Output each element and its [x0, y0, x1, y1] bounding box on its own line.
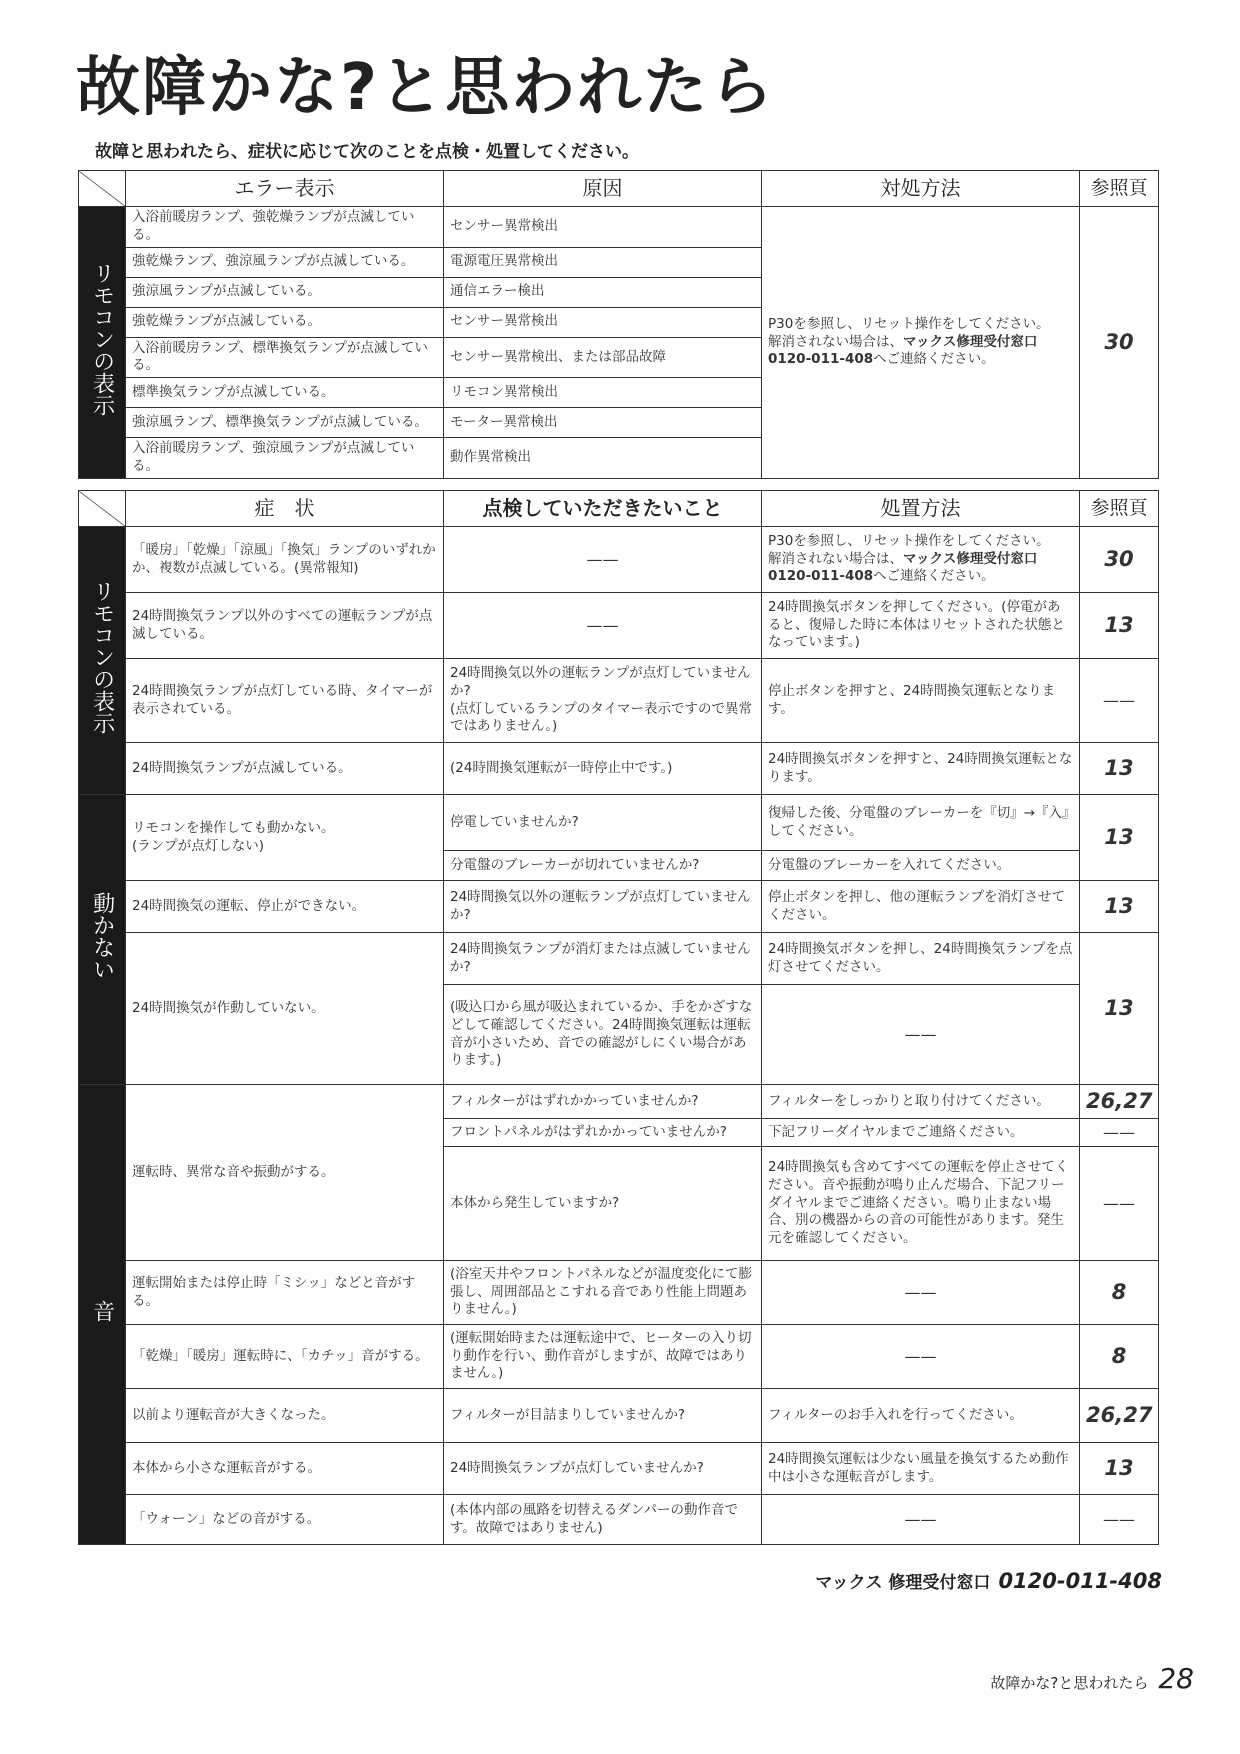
- error-cell: 標準換気ランプが点滅している。: [126, 378, 444, 408]
- error-cell: 強涼風ランプが点滅している。: [126, 277, 444, 307]
- section-label-noise: 音: [79, 1085, 126, 1545]
- page-footer: [990, 1662, 1194, 1695]
- symptom-cell: 24時間換気の運転、停止ができない。: [126, 881, 444, 933]
- check-cell: 24時間換気ランプが点灯していませんか?: [444, 1443, 762, 1495]
- check-cell: 停電していませんか?: [444, 795, 762, 851]
- ref-cell: 13: [1080, 743, 1159, 795]
- header-check: 点検していただきたいこと: [444, 491, 762, 527]
- error-cell: 強乾燥ランプ、強涼風ランプが点滅している。: [126, 247, 444, 277]
- check-cell: ——: [444, 593, 762, 659]
- error-cell: 入浴前暖房ランプ、強乾燥ランプが点滅している。: [126, 207, 444, 248]
- action-cell: ——: [762, 1495, 1080, 1545]
- action-cell: 24時間換気運転は少ない風量を換気するため動作中は小さな運転音がします。: [762, 1443, 1080, 1495]
- cause-cell: モーター異常検出: [444, 408, 762, 438]
- symptom-cell: 運転時、異常な音や振動がする。: [126, 1085, 444, 1261]
- check-cell: ——: [444, 527, 762, 593]
- symptom-cell: 「暖房」「乾燥」「涼風」「換気」ランプのいずれかか、複数が点滅している。(異常報知): [126, 527, 444, 593]
- header-error: エラー表示: [126, 171, 444, 207]
- check-cell: 本体から発生していますか?: [444, 1147, 762, 1261]
- action-cell: 分電盤のブレーカーを入れてください。: [762, 851, 1080, 881]
- table-corner: [79, 491, 126, 527]
- header-fix: 対処方法: [762, 171, 1080, 207]
- check-cell: (吸込口から風が吸込まれているか、手をかざすなどして確認してください。24時間換気運転は運転音が小さいため、音での確認がしにくい場合があります。): [444, 985, 762, 1085]
- symptom-cell: 24時間換気ランプが点滅している。: [126, 743, 444, 795]
- section-label-remote: リモコンの表示: [79, 527, 126, 795]
- cause-cell: 動作異常検出: [444, 438, 762, 479]
- ref-cell: ——: [1080, 1495, 1159, 1545]
- symptom-cell: 本体から小さな運転音がする。: [126, 1443, 444, 1495]
- error-cell: 強乾燥ランプが点滅している。: [126, 307, 444, 337]
- action-cell: ——: [762, 985, 1080, 1085]
- error-display-table: [78, 170, 1159, 479]
- cause-cell: センサー異常検出、または部品故障: [444, 337, 762, 378]
- page-number: 28: [1158, 1662, 1194, 1695]
- ref-cell: 30: [1080, 527, 1159, 593]
- header-ref: 参照頁: [1080, 491, 1159, 527]
- symptom-cell: 24時間換気が作動していない。: [126, 933, 444, 1085]
- check-cell: (本体内部の風路を切替えるダンパーの動作音です。故障ではありません): [444, 1495, 762, 1545]
- ref-cell: 26,27: [1080, 1085, 1159, 1119]
- check-cell: 分電盤のブレーカーが切れていませんか?: [444, 851, 762, 881]
- repair-contact: [815, 1568, 1162, 1593]
- header-symptom: 症 状: [126, 491, 444, 527]
- check-cell: フロントパネルがはずれかかっていませんか?: [444, 1119, 762, 1147]
- ref-cell: ——: [1080, 1119, 1159, 1147]
- cause-cell: リモコン異常検出: [444, 378, 762, 408]
- page-title: 故障かな?と思われたら: [76, 51, 776, 125]
- cause-cell: 電源電圧異常検出: [444, 247, 762, 277]
- cause-cell: センサー異常検出: [444, 207, 762, 248]
- check-cell: (24時間換気運転が一時停止中です。): [444, 743, 762, 795]
- ref-cell: 26,27: [1080, 1389, 1159, 1443]
- symptom-cell: 以前より運転音が大きくなった。: [126, 1389, 444, 1443]
- ref-cell: 13: [1080, 1443, 1159, 1495]
- check-cell: 24時間換気以外の運転ランプが点灯していませんか? (点灯しているランプのタイマー表示ですので異常ではありません。): [444, 659, 762, 743]
- error-cell: 入浴前暖房ランプ、強涼風ランプが点滅している。: [126, 438, 444, 479]
- action-cell: 24時間換気ボタンを押すと、24時間換気運転となります。: [762, 743, 1080, 795]
- symptom-cell: リモコンを操作しても動かない。 (ランプが点灯しない): [126, 795, 444, 881]
- fix-cell: P30を参照し、リセット操作をしてください。 解消されない場合は、マックス修理受付窓口 0120-011-408へご連絡ください。: [762, 207, 1080, 479]
- action-cell: 24時間換気ボタンを押し、24時間換気ランプを点灯させてください。: [762, 933, 1080, 985]
- ref-cell: 13: [1080, 933, 1159, 1085]
- action-cell: ——: [762, 1325, 1080, 1389]
- repair-contact-tel: 0120-011-408: [998, 1569, 1162, 1593]
- action-cell: 停止ボタンを押し、他の運転ランプを消灯させてください。: [762, 881, 1080, 933]
- repair-contact-label: マックス 修理受付窓口: [815, 1573, 991, 1593]
- ref-cell: 13: [1080, 593, 1159, 659]
- symptom-cell: 24時間換気ランプが点灯している時、タイマーが表示されている。: [126, 659, 444, 743]
- symptom-cell: 運転開始または停止時「ミシッ」などと音がする。: [126, 1261, 444, 1325]
- action-cell: P30を参照し、リセット操作をしてください。 解消されない場合は、マックス修理受付窓口 0120-011-408へご連絡ください。: [762, 527, 1080, 593]
- page-subtitle: 故障と思われたら、症状に応じて次のことを点検・処置してください。: [95, 142, 639, 162]
- ref-cell: 13: [1080, 881, 1159, 933]
- check-cell: (運転開始時または運転途中で、ヒーターの入り切り動作を行い、動作音がしますが、故障ではありません。): [444, 1325, 762, 1389]
- check-cell: 24時間換気ランプが消灯または点滅していませんか?: [444, 933, 762, 985]
- header-ref: 参照頁: [1080, 171, 1159, 207]
- table-corner: [79, 171, 126, 207]
- error-cell: 入浴前暖房ランプ、標準換気ランプが点滅している。: [126, 337, 444, 378]
- action-cell: 復帰した後、分電盤のブレーカーを『切』→『入』してください。: [762, 795, 1080, 851]
- ref-cell: ——: [1080, 659, 1159, 743]
- cause-cell: センサー異常検出: [444, 307, 762, 337]
- header-cause: 原因: [444, 171, 762, 207]
- symptom-table: [78, 490, 1159, 1545]
- symptom-cell: 「ウォーン」などの音がする。: [126, 1495, 444, 1545]
- symptom-cell: 「乾燥」「暖房」運転時に、「カチッ」音がする。: [126, 1325, 444, 1389]
- ref-cell: ——: [1080, 1147, 1159, 1261]
- cause-cell: 通信エラー検出: [444, 277, 762, 307]
- action-cell: ——: [762, 1261, 1080, 1325]
- action-cell: フィルターのお手入れを行ってください。: [762, 1389, 1080, 1443]
- symptom-cell: 24時間換気ランプ以外のすべての運転ランプが点滅している。: [126, 593, 444, 659]
- section-label-not-working: 動かない: [79, 795, 126, 1085]
- check-cell: フィルターが目詰まりしていませんか?: [444, 1389, 762, 1443]
- ref-cell: 8: [1080, 1325, 1159, 1389]
- ref-cell: 8: [1080, 1261, 1159, 1325]
- check-cell: (浴室天井やフロントパネルなどが温度変化にて膨張し、周囲部品とこすれる音であり性能上問題ありません。): [444, 1261, 762, 1325]
- section-label-remote: リモコンの表示: [79, 207, 126, 479]
- footer-text: 故障かな?と思われたら: [990, 1674, 1149, 1692]
- action-cell: 24時間換気ボタンを押してください。(停電があると、復帰した時に本体はリセットされた状態となっています。): [762, 593, 1080, 659]
- check-cell: 24時間換気以外の運転ランプが点灯していませんか?: [444, 881, 762, 933]
- action-cell: フィルターをしっかりと取り付けてください。: [762, 1085, 1080, 1119]
- ref-cell: 30: [1080, 207, 1159, 479]
- error-cell: 強涼風ランプ、標準換気ランプが点滅している。: [126, 408, 444, 438]
- action-cell: 停止ボタンを押すと、24時間換気運転となります。: [762, 659, 1080, 743]
- ref-cell: 13: [1080, 795, 1159, 881]
- action-cell: 下記フリーダイヤルまでご連絡ください。: [762, 1119, 1080, 1147]
- header-action: 処置方法: [762, 491, 1080, 527]
- check-cell: フィルターがはずれかかっていませんか?: [444, 1085, 762, 1119]
- action-cell: 24時間換気も含めてすべての運転を停止させてください。音や振動が鳴り止んだ場合、下記フリーダイヤルまでご連絡ください。鳴り止まない場合、別の機器からの音の可能性があります。発生元を確認してください。: [762, 1147, 1080, 1261]
